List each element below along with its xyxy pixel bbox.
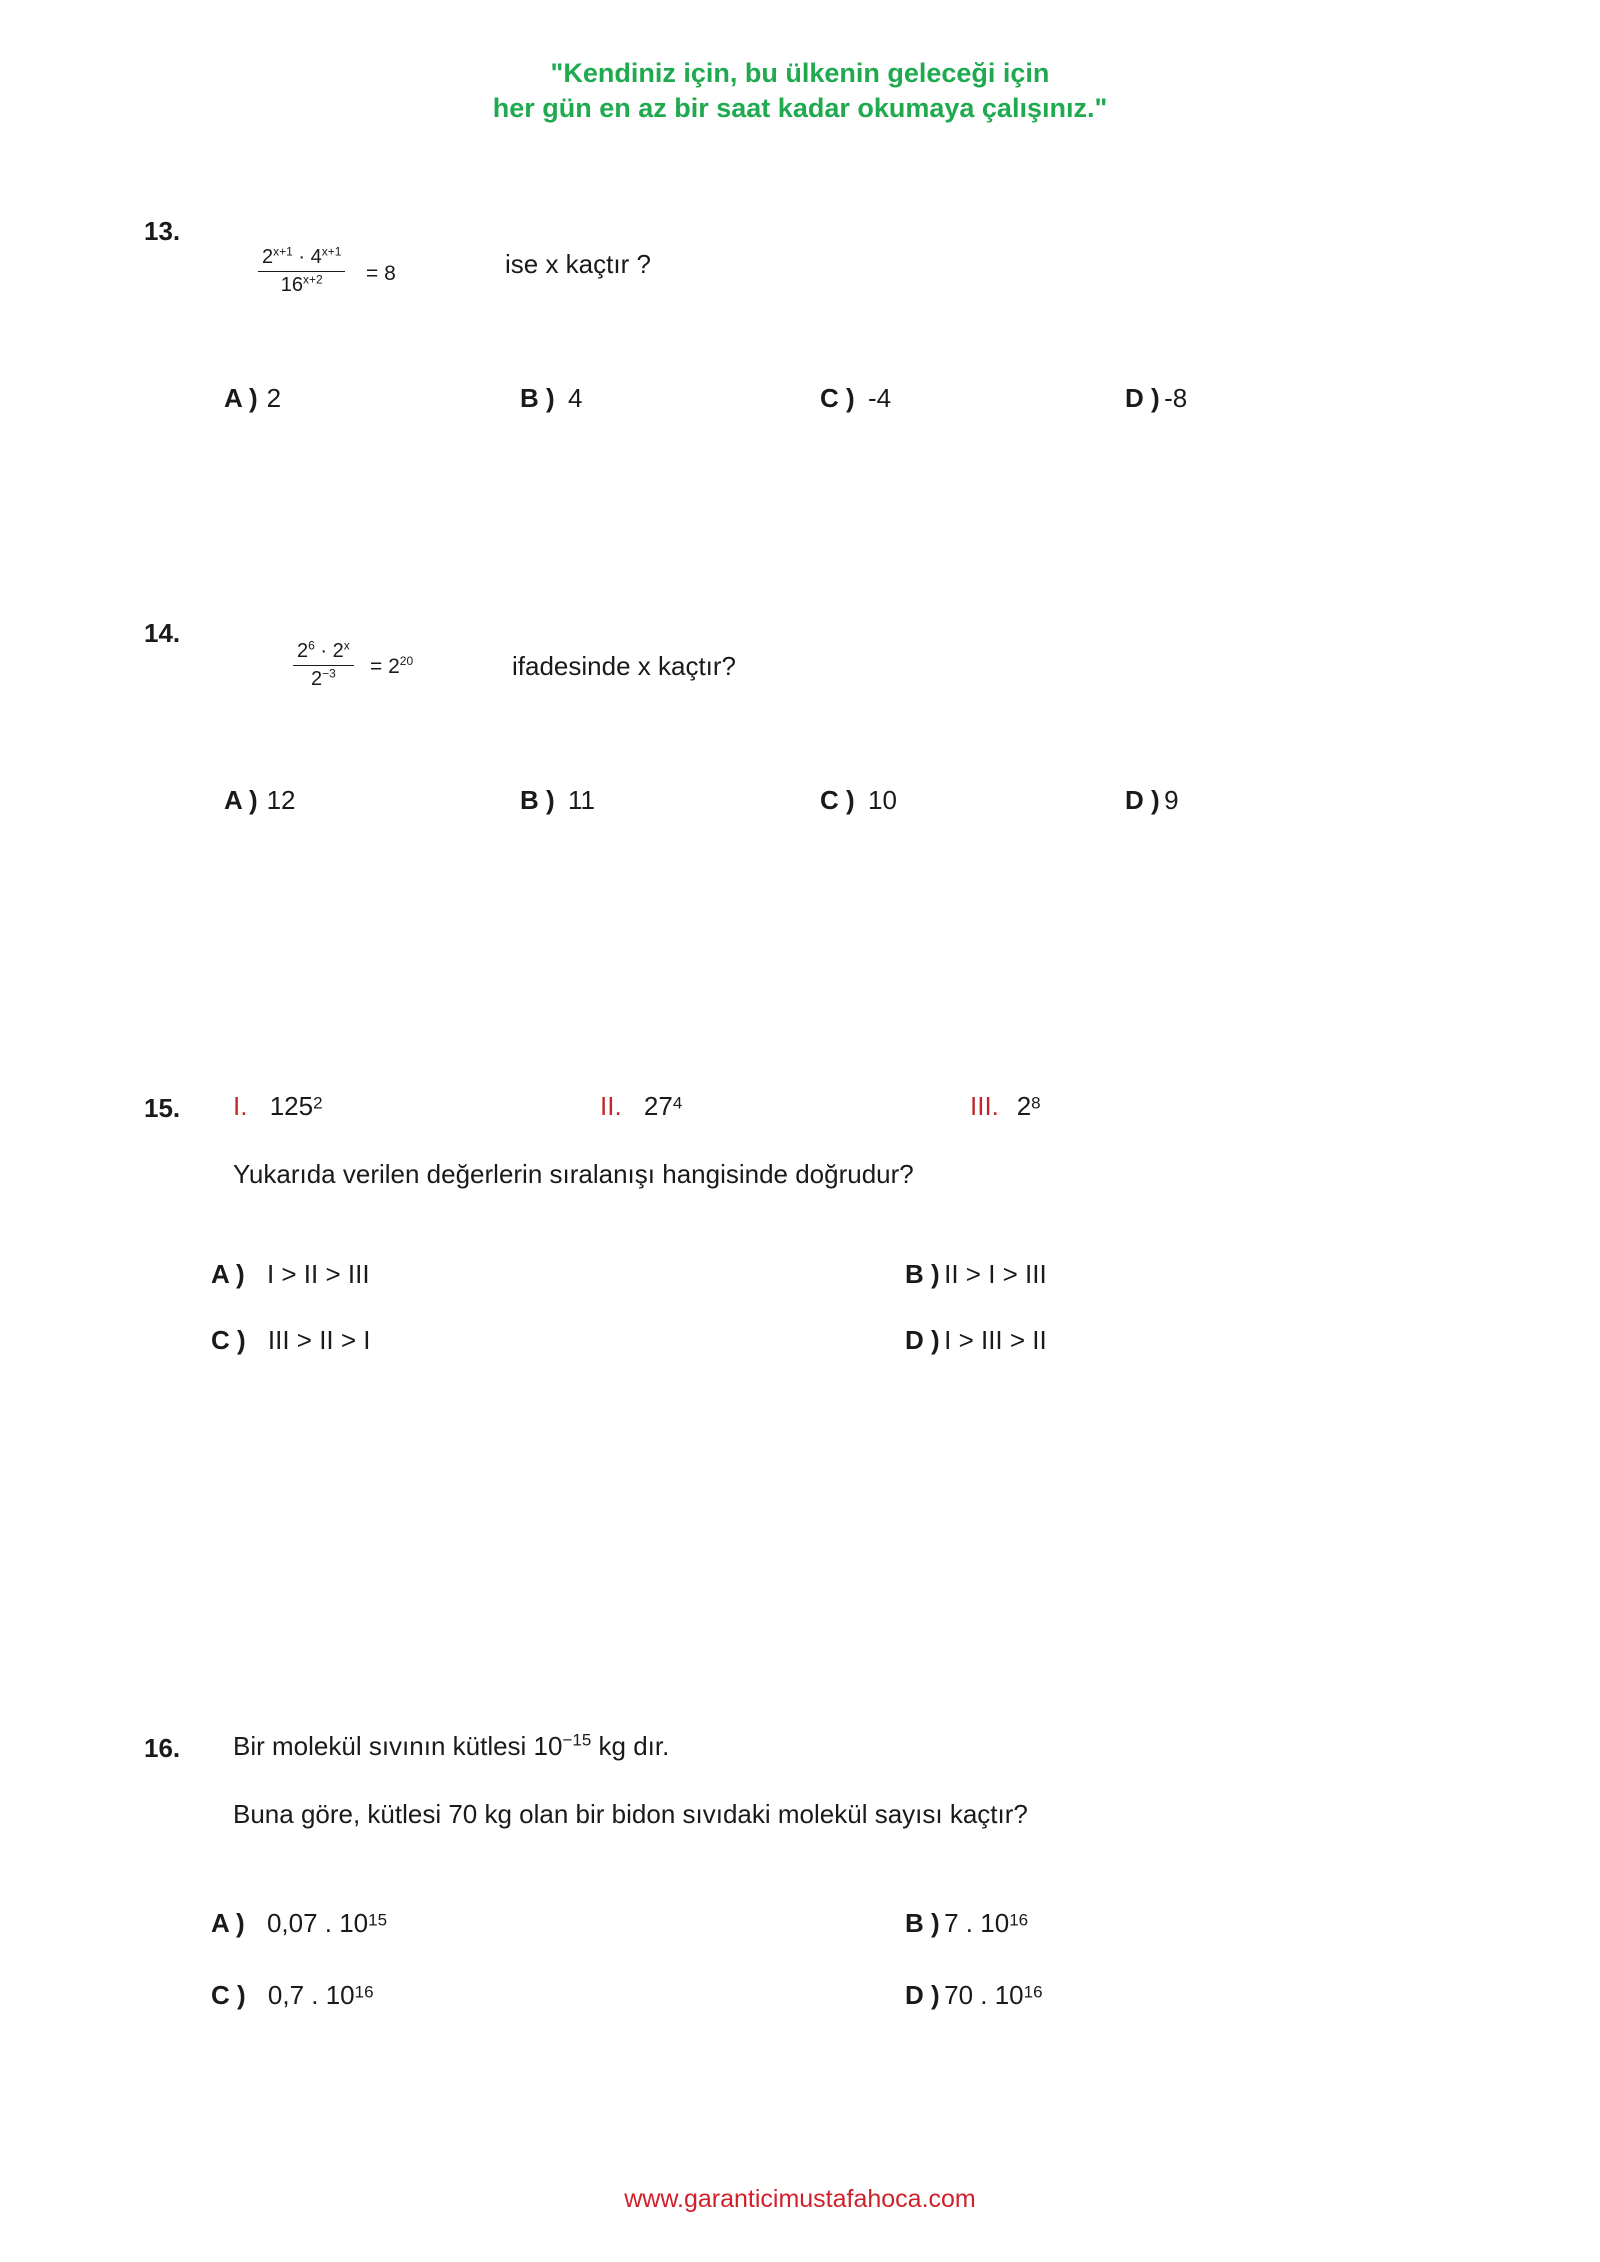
option-c[interactable]: C ) 10: [820, 785, 897, 815]
question-number: 13.: [144, 216, 181, 246]
option-a[interactable]: A ) I > II > III: [211, 1259, 370, 1289]
question-prompt: Buna göre, kütlesi 70 kg olan bir bidon sıvıdaki molekül sayısı kaçtır?: [233, 1799, 1028, 1829]
question-number: 16.: [144, 1733, 181, 1763]
fraction-expression: [258, 246, 345, 297]
option-a[interactable]: A ) 12: [224, 785, 296, 815]
question-number: 15.: [144, 1093, 181, 1123]
option-d[interactable]: D ) 70 . $10^{16}$: [905, 1980, 1043, 2010]
fraction-denominator: $16^{x+2}$: [280, 272, 323, 296]
header-quote-line-2: her gün en az bir saat kadar okumaya çalışınız.": [492, 93, 1108, 123]
option-c[interactable]: C ) III > II > I: [211, 1325, 371, 1355]
question-prompt: ifadesinde x kaçtır?: [512, 651, 737, 681]
equation-rhs: = $2^{20}$: [370, 654, 414, 678]
footer-website-link[interactable]: www.garanticimustafahoca.com: [624, 2185, 976, 2213]
header-quote-line-1: "Kendiniz için, bu ülkenin geleceği için: [550, 58, 1050, 88]
fraction-numerator: $2^6 \cdot 2^x$: [293, 640, 354, 666]
option-d[interactable]: D ) -8: [1125, 383, 1188, 413]
option-b[interactable]: B ) 4: [520, 383, 583, 413]
question-statement: Bir molekül sıvının kütlesi $10^{-15}$ kg dır.: [233, 1730, 670, 1761]
equation-rhs: = 8: [366, 262, 396, 285]
question-number: 14.: [144, 618, 181, 648]
option-b[interactable]: B ) 7 . $10^{16}$: [905, 1908, 1029, 1938]
option-b[interactable]: B ) 11: [520, 785, 596, 815]
fraction-expression: [293, 640, 354, 691]
option-c[interactable]: C ) -4: [820, 383, 892, 413]
option-d[interactable]: D ) 9: [1125, 785, 1179, 815]
option-a[interactable]: A ) 0,07 . $10^{15}$: [211, 1908, 388, 1938]
option-b[interactable]: B ) II > I > III: [905, 1259, 1047, 1289]
question-prompt: Yukarıda verilen değerlerin sıralanışı hangisinde doğrudur?: [233, 1159, 914, 1189]
fraction-denominator: $2^{-3}$: [310, 666, 336, 690]
statement-i: I. $125^2$: [233, 1091, 323, 1121]
statement-ii: II. $27^4$: [600, 1091, 683, 1121]
option-a[interactable]: A ) 2: [224, 383, 282, 413]
option-d[interactable]: D ) I > III > II: [905, 1325, 1047, 1355]
statement-iii: III. $2^8$: [970, 1091, 1041, 1121]
question-prompt: ise x kaçtır ?: [505, 249, 651, 279]
fraction-numerator: $2^{x+1} \cdot 4^{x+1}$: [258, 246, 345, 272]
option-c[interactable]: C ) 0,7 . $10^{16}$: [211, 1980, 374, 2010]
